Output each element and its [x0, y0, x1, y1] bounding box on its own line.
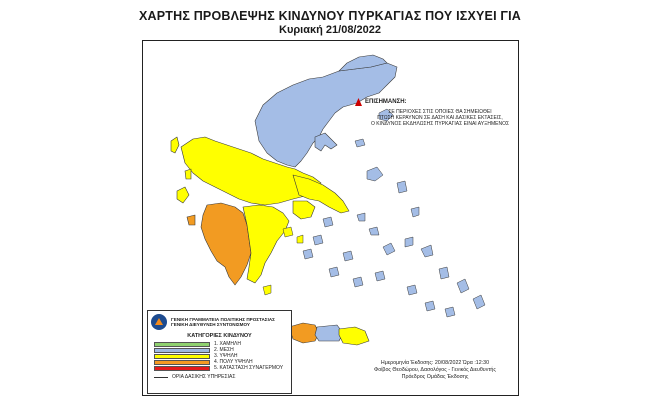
- boundary-label: ΟΡΙΑ ΔΑΣΙΚΗΣ ΥΠΗΡΕΣΙΑΣ: [172, 374, 236, 380]
- region-zakynthos: [187, 215, 195, 225]
- legend-label: 5. ΚΑΤΑΣΤΑΣΗ ΣΥΝΑΓΕΡΜΟΥ: [214, 365, 284, 371]
- region-eastern-peloponnese: [243, 205, 289, 283]
- lightning-note: [355, 98, 525, 127]
- note-line: Ο ΚΙΝΔΥΝΟΣ ΕΚΔΗΛΩΣΗΣ ΠΥΡΚΑΓΙΑΣ ΕΙΝΑΙ ΑΥΞΗΜΕΝΟΣ: [370, 121, 510, 127]
- note-line: ΣΕ ΠΕΡΙΟΧΕΣ ΣΤΙΣ ΟΠΟΙΕΣ ΘΑ ΣΗΜΕΙΩΘΕΙ: [388, 109, 492, 115]
- region-chalkidiki: [315, 133, 337, 151]
- boundary-line: [154, 377, 168, 378]
- org-name-line: ΓΕΝΙΚΗ ΔΙΕΥΘΥΝΣΗ ΣΥΝΤΟΝΙΣΜΟΥ: [171, 322, 250, 327]
- legend-swatch: [154, 366, 210, 371]
- legend-label: 3. ΥΨΗΛΗ: [214, 353, 238, 359]
- region-crete-east: [339, 327, 369, 345]
- map-date: Κυριακή 21/08/2022: [279, 24, 381, 36]
- legend: [147, 310, 292, 394]
- issue-date: Ημερομηνία Έκδοσης: 20/08/2022 Ώρα :12:30: [380, 360, 490, 366]
- legend-swatch: [154, 342, 210, 347]
- map-title: ΧΑΡΤΗΣ ΠΡΟΒΛΕΨΗΣ ΚΙΝΔΥΝΟΥ ΠΥΡΚΑΓΙΑΣ ΠΟΥ ΙΣΧΥΕΙ ΓΙΑ: [138, 9, 522, 23]
- region-attica: [293, 201, 315, 219]
- region-corfu: [171, 137, 179, 153]
- legend-swatch: [154, 360, 210, 365]
- legend-boundary: [148, 374, 291, 380]
- region-western-peloponnese: [201, 203, 251, 285]
- legend-swatch: [154, 354, 210, 359]
- note-line: ΠΤΩΣΗ ΚΕΡΑΥΝΩΝ ΣΕ ΔΑΣΗ ΚΑΙ ΔΑΣΙΚΕΣ ΕΚΤΑΣΕΙΣ,: [377, 115, 503, 121]
- issue-info: [355, 360, 515, 381]
- legend-title: ΚΑΤΗΓΟΡΙΕΣ ΚΙΝΔΥΝΟΥ: [187, 333, 252, 339]
- legend-label: 4. ΠΟΛΥ ΥΨΗΛΗ: [214, 359, 253, 365]
- region-crete-west: [289, 323, 319, 343]
- org-name-line: ΓΕΝΙΚΗ ΓΡΑΜΜΑΤΕΙΑ ΠΟΛΙΤΙΚΗΣ ΠΡΟΣΤΑΣΙΑΣ: [171, 316, 275, 322]
- legend-swatch: [154, 348, 210, 353]
- note-heading: ΕΠΙΣΗΜΑΝΣΗ:: [365, 99, 407, 105]
- issue-author: Φοίβος Θεοδώρου, Δασολόγος - Γενικός Διευθυντής: [374, 367, 496, 373]
- legend-label: 2. ΜΕΣΗ: [214, 347, 234, 353]
- region-lefkada: [185, 169, 191, 179]
- region-kefalonia: [177, 187, 189, 203]
- legend-label: 1. ΧΑΜΗΛΗ: [214, 341, 241, 347]
- legend-item: [148, 365, 291, 371]
- issue-role: Πρόεδρος Ομάδας Έκδοσης: [401, 374, 469, 380]
- warning-icon: [355, 98, 362, 106]
- civil-protection-logo-icon: [151, 314, 167, 330]
